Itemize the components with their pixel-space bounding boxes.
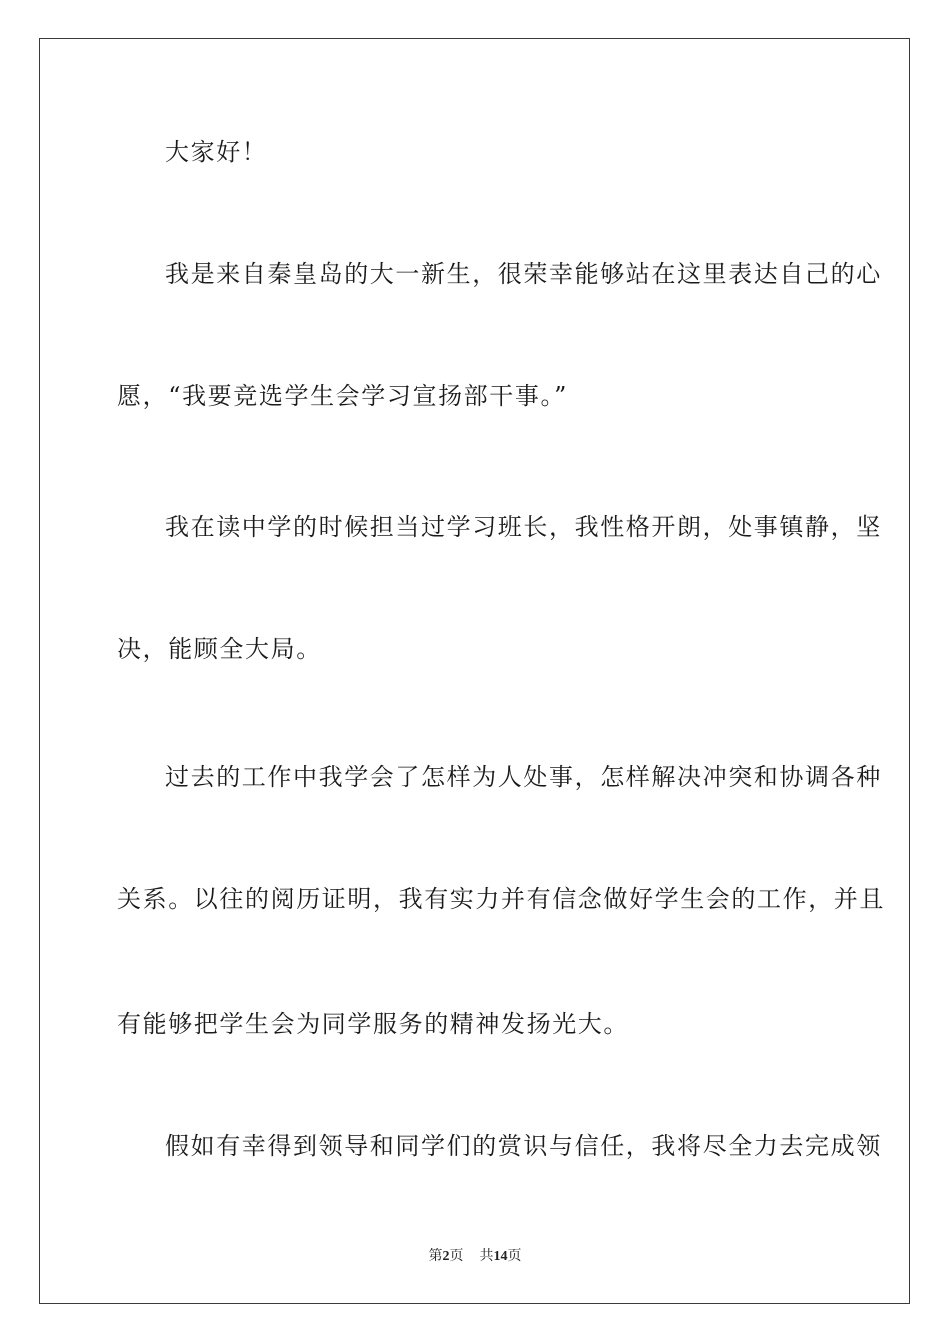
text-line-2: 我是来自秦皇岛的大一新生，很荣幸能够站在这里表达自己的心 [165, 260, 882, 288]
text-line-5: 决，能顾全大局。 [117, 635, 322, 663]
text-line-9: 假如有幸得到领导和同学们的赏识与信任，我将尽全力去完成领 [165, 1132, 882, 1160]
page-footer [0, 1248, 950, 1266]
text-line-8: 有能够把学生会为同学服务的精神发扬光大。 [117, 1010, 629, 1038]
text-line-4: 我在读中学的时候担当过学习班长，我性格开朗，处事镇静，坚 [165, 513, 882, 541]
text-line-1: 大家好！ [165, 138, 268, 166]
total-prefix: 共 [479, 1249, 494, 1264]
total-suffix: 页 [507, 1249, 522, 1264]
text-line-7: 关系。以往的阅历证明，我有实力并有信念做好学生会的工作，并且 [117, 885, 885, 913]
page-suffix: 页 [449, 1249, 464, 1264]
text-line-3: 愿，“我要竞选学生会学习宣扬部干事。” [117, 382, 568, 410]
text-line-6: 过去的工作中我学会了怎样为人处事，怎样解决冲突和协调各种 [165, 763, 882, 791]
page-prefix: 第 [428, 1249, 443, 1264]
total-pages: 14 [493, 1249, 508, 1264]
page-border [39, 38, 910, 1304]
page-number: 2 [442, 1249, 450, 1264]
